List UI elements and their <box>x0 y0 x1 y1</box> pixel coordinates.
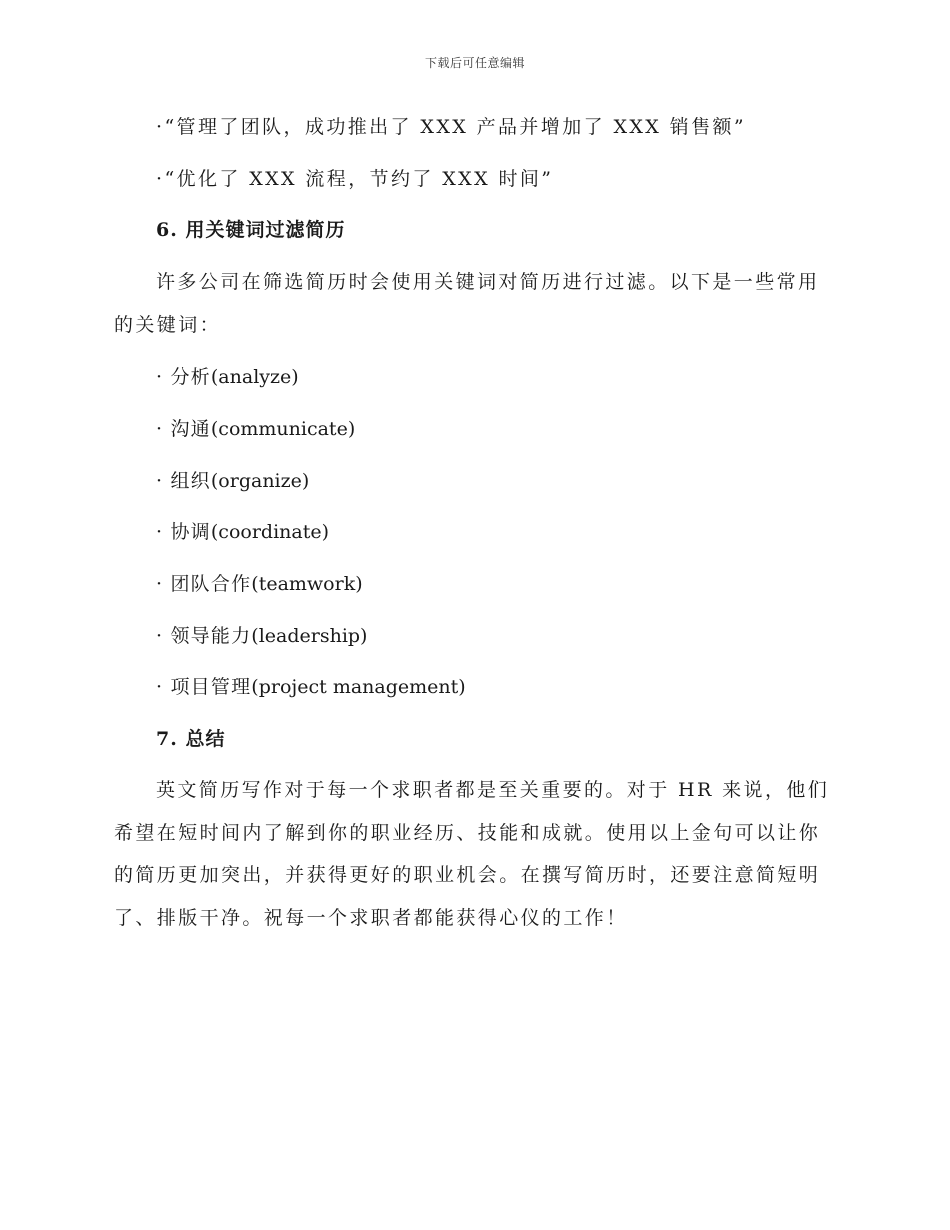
keyword-en: (communicate) <box>210 418 356 440</box>
section-7-para-line-1: 英文简历写作对于每一个求职者都是至关重要的。对于 HR 来说，他们 <box>156 779 830 801</box>
keyword-en: (leadership) <box>251 625 368 647</box>
keyword-zh: · 组织 <box>156 470 211 492</box>
page-header-note: 下载后可任意编辑 <box>424 56 525 70</box>
keyword-zh: · 团队合作 <box>156 573 252 595</box>
section-7-para-line-4: 了、排版干净。祝每一个求职者都能获得心仪的工作！ <box>114 907 628 929</box>
keyword-en: (analyze) <box>210 366 299 388</box>
keyword-item <box>156 623 367 649</box>
keyword-item <box>156 674 466 700</box>
keyword-item <box>156 416 355 442</box>
section-6-heading: 6. 用关键词过滤简历 <box>156 219 346 241</box>
keyword-en: (coordinate) <box>210 521 330 543</box>
keyword-item <box>156 571 363 597</box>
keyword-zh: · 项目管理 <box>156 676 252 698</box>
keyword-zh: · 分析 <box>156 366 211 388</box>
section-6-intro-line-2: 的关键词： <box>114 314 222 336</box>
keyword-en: (organize) <box>210 470 310 492</box>
keyword-zh: · 协调 <box>156 521 211 543</box>
keyword-en: (teamwork) <box>251 573 363 595</box>
section-7-para-line-3: 的简历更加突出，并获得更好的职业机会。在撰写简历时，还要注意简短明 <box>114 864 821 886</box>
keyword-item <box>156 364 299 390</box>
keyword-zh: · 沟通 <box>156 418 211 440</box>
quote-bullet-2: ·“优化了 XXX 流程，节约了 XXX 时间” <box>156 168 554 190</box>
section-7-para-line-2: 希望在短时间内了解到你的职业经历、技能和成就。使用以上金句可以让你 <box>114 822 821 844</box>
keyword-zh: · 领导能力 <box>156 625 252 647</box>
keyword-item <box>156 519 329 545</box>
quote-bullet-1: ·“管理了团队，成功推出了 XXX 产品并增加了 XXX 销售额” <box>156 116 746 138</box>
keyword-en: (project management) <box>251 676 466 698</box>
section-7-heading: 7. 总结 <box>156 728 226 750</box>
section-6-intro-line-1: 许多公司在筛选简历时会使用关键词对简历进行过滤。以下是一些常用 <box>156 271 820 293</box>
keyword-item <box>156 468 309 494</box>
